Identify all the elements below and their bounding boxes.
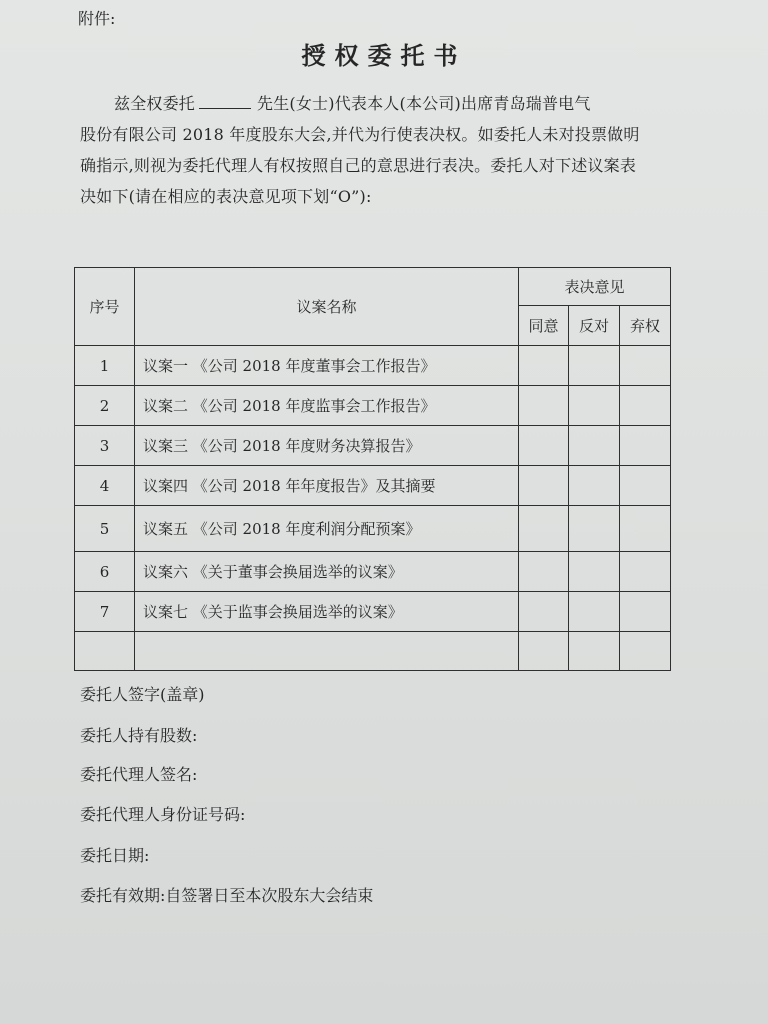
abstain-cell[interactable] [620, 346, 671, 386]
header-abstain: 弃权 [620, 306, 671, 346]
oppose-cell[interactable] [569, 506, 620, 552]
validity-line: 委托有效期:自签署日至本次股东大会结束 [80, 886, 374, 905]
oppose-cell[interactable] [569, 466, 620, 506]
body-line-2: 股份有限公司 2018 年度股东大会,并代为行使表决权。如委托人未对投票做明 [80, 125, 640, 144]
table-row [75, 346, 671, 386]
row-name: 议案三 《公司 2018 年度财务决算报告》 [135, 426, 519, 466]
agree-cell[interactable] [519, 552, 569, 592]
abstain-cell[interactable] [620, 466, 671, 506]
body-paragraph [80, 88, 720, 212]
empty-cell [519, 632, 569, 671]
body-line-1-after: 先生(女士)代表本人(本公司)出席青岛瑞普电气 [257, 94, 591, 113]
abstain-cell[interactable] [620, 592, 671, 632]
agent-sign-line: 委托代理人签名: [80, 765, 198, 784]
agree-cell[interactable] [519, 592, 569, 632]
oppose-cell[interactable] [569, 592, 620, 632]
row-name: 议案四 《公司 2018 年年度报告》及其摘要 [135, 466, 519, 506]
agree-cell[interactable] [519, 506, 569, 552]
page-title: 授权委托书 [301, 41, 467, 70]
oppose-cell[interactable] [569, 552, 620, 592]
row-no: 6 [75, 552, 135, 592]
header-agree: 同意 [519, 306, 569, 346]
header-opinion: 表决意见 [519, 268, 671, 306]
row-no: 5 [75, 506, 135, 552]
abstain-cell[interactable] [620, 552, 671, 592]
abstain-cell[interactable] [620, 506, 671, 552]
oppose-cell[interactable] [569, 346, 620, 386]
table-row-empty [75, 632, 671, 671]
principal-sign-line: 委托人签字(盖章) [80, 685, 205, 704]
table-row [75, 386, 671, 426]
row-no: 4 [75, 466, 135, 506]
body-line-4: 决如下(请在相应的表决意见项下划“O”): [80, 187, 372, 206]
row-name: 议案一 《公司 2018 年度董事会工作报告》 [135, 346, 519, 386]
row-name: 议案六 《关于董事会换届选举的议案》 [135, 552, 519, 592]
voting-table [74, 267, 671, 671]
header-no: 序号 [75, 268, 135, 346]
agent-id-line: 委托代理人身份证号码: [80, 805, 246, 824]
row-no: 3 [75, 426, 135, 466]
body-line-1 [80, 88, 720, 119]
agree-cell[interactable] [519, 346, 569, 386]
abstain-cell[interactable] [620, 426, 671, 466]
row-no: 1 [75, 346, 135, 386]
row-no: 7 [75, 592, 135, 632]
empty-cell [75, 632, 135, 671]
body-line-1-before: 兹全权委托 [114, 94, 196, 113]
agent-name-blank [199, 94, 251, 109]
oppose-cell[interactable] [569, 426, 620, 466]
row-name: 议案五 《公司 2018 年度利润分配预案》 [135, 506, 519, 552]
date-line: 委托日期: [80, 846, 150, 865]
shares-held-line: 委托人持有股数: [80, 726, 198, 745]
row-no: 2 [75, 386, 135, 426]
agree-cell[interactable] [519, 386, 569, 426]
annex-label: 附件: [78, 9, 116, 28]
empty-cell [569, 632, 620, 671]
table-header-row [75, 268, 671, 306]
empty-cell [620, 632, 671, 671]
table-row [75, 426, 671, 466]
table-row [75, 506, 671, 552]
abstain-cell[interactable] [620, 386, 671, 426]
agree-cell[interactable] [519, 466, 569, 506]
table-row [75, 552, 671, 592]
row-name: 议案七 《关于监事会换届选举的议案》 [135, 592, 519, 632]
header-name: 议案名称 [135, 268, 519, 346]
row-name: 议案二 《公司 2018 年度监事会工作报告》 [135, 386, 519, 426]
oppose-cell[interactable] [569, 386, 620, 426]
body-line-3: 确指示,则视为委托代理人有权按照自己的意思进行表决。委托人对下述议案表 [80, 156, 637, 175]
table-row [75, 466, 671, 506]
table-row [75, 592, 671, 632]
empty-cell [135, 632, 519, 671]
agree-cell[interactable] [519, 426, 569, 466]
header-oppose: 反对 [569, 306, 620, 346]
